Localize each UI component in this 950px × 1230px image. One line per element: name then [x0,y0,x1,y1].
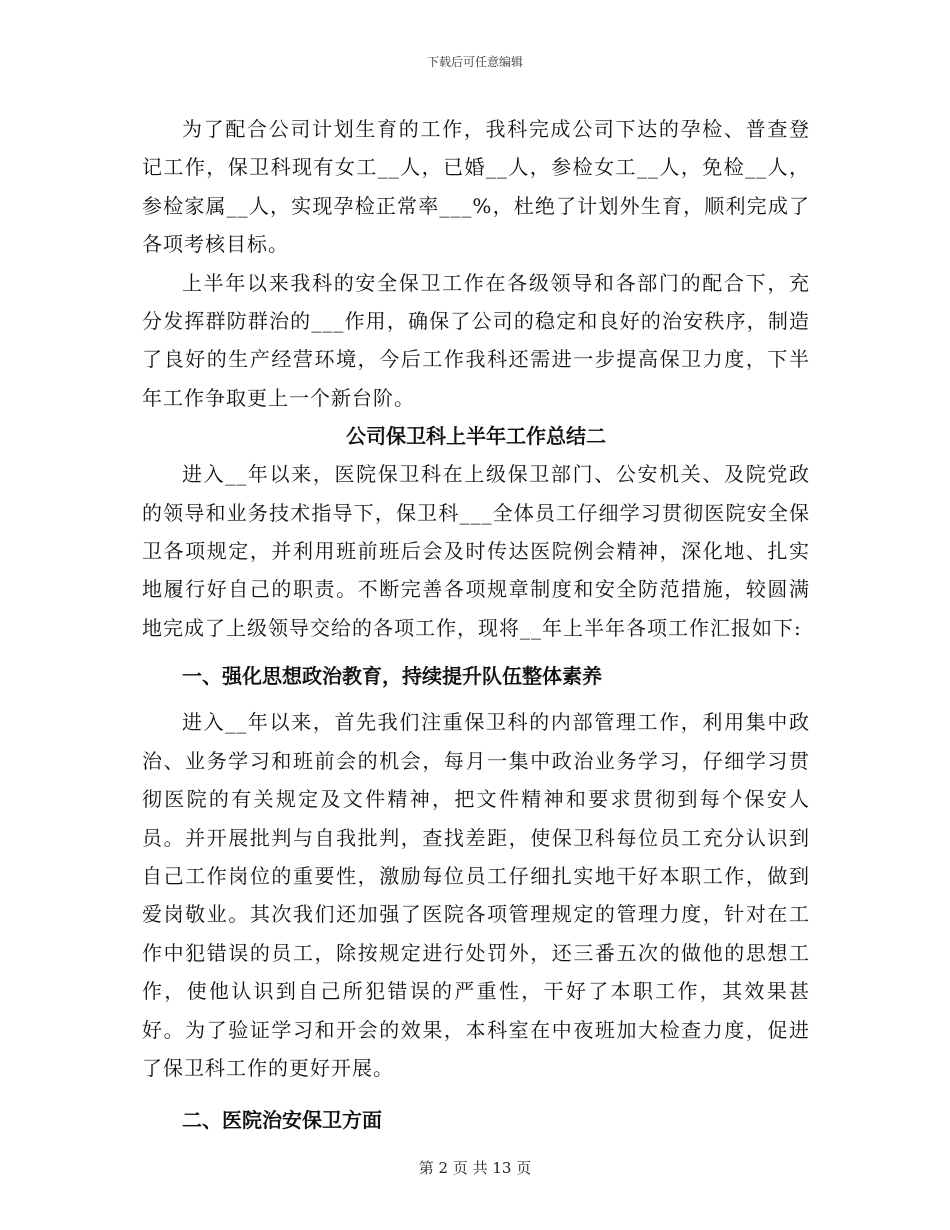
heading-hospital-security: 二、医院治安保卫方面 [182,1108,382,1133]
document-body [142,110,810,1147]
paragraph-security-summary: 上半年以来我科的安全保卫工作在各级领导和各部门的配合下，充分发挥群防群治的___作用，确保了公司的稳定和良好的治安秩序，制造了良好的生产经营环境，今后工作我科还需进一步提高保卫力度，下半年工作争取更上一个新台阶。 [142,270,810,410]
paragraph-intro: 进入__年以来，医院保卫科在上级保卫部门、公安机关、及院党政的领导和业务技术指导下，保卫科___全体员工仔细学习贯彻医院安全保卫各项规定，并利用班前班后会及时传达医院例会精神，深化地、扎实地履行好自己的职责。不断完善各项规章制度和安全防范措施，较圆满地完成了上级领导交给的各项工作，现将__年上半年各项工作汇报如下: [142,462,810,640]
paragraph-family-planning: 为了配合公司计划生育的工作，我科完成公司下达的孕检、普查登记工作，保卫科现有女工__人，已婚__人，参检女工__人，免检__人，参检家属__人，实现孕检正常率___%，杜绝了计划外生育，顺利完成了各项考核目标。 [142,117,810,257]
paragraph-internal-management: 进入__年以来，首先我们注重保卫科的内部管理工作，利用集中政治、业务学习和班前会的机会，每月一集中政治业务学习，仔细学习贯彻医院的有关规定及文件精神，把文件精神和要求贯彻到每个保安人员。并开展批判与自我批判，查找差距，使保卫科每位员工充分认识到自己工作岗位的重要性，激励每位员工仔细扎实地干好本职工作，做到爱岗敬业。其次我们还加强了医院各项管理规定的管理力度，针对在工作中犯错误的员工，除按规定进行处罚外，还三番五次的做他的思想工作，使他认识到自己所犯错误的严重性，干好了本职工作，其效果甚好。为了验证学习和开会的效果，本科室在中夜班加大检查力度，促进了保卫科工作的更好开展。 [142,710,810,1080]
page-number: 第 2 页 共 13 页 [418,1159,532,1177]
heading-political-education: 一、强化思想政治教育，持续提升队伍整体素养 [182,664,602,689]
section-title: 公司保卫科上半年工作总结二 [346,424,606,449]
page-header: 下载后可任意编辑 [426,55,523,69]
